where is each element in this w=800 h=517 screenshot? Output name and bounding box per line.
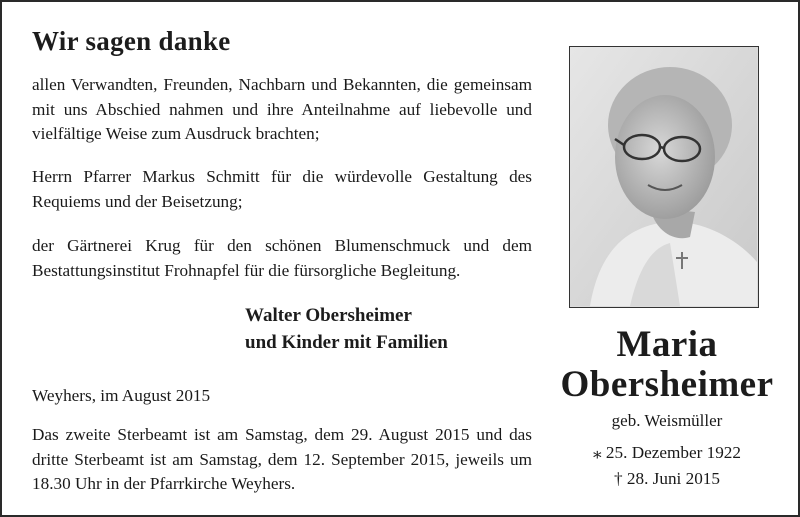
portrait-photo <box>569 46 759 308</box>
deceased-born-name: geb. Weismüller <box>611 411 723 430</box>
thanks-paragraph-priest: Herrn Pfarrer Markus Schmitt für die würdevolle Gestaltung des Requiems und der Beisetzung; <box>32 167 532 211</box>
place-date: Weyhers, im August 2015 <box>32 386 211 405</box>
deceased-last-name: Obersheimer <box>560 364 774 405</box>
deceased-first-name: Maria <box>616 324 718 365</box>
thanks-paragraph-relatives: allen Verwandten, Freunden, Nachbarn und Bekannten, die gemeinsam mit uns Abschied nahmen und ihre Anteilnahme auf liebevolle und vielfältige Weise zum Ausdruck brachten; <box>32 75 532 143</box>
service-note: Das zweite Sterbeamt ist am Samstag, dem 29. August 2015 und das dritte Sterbeamt ist am Samstag, dem 12. September 2015, jeweils um 18.30 Uhr in der Pfarrkirche Weyhers. <box>32 425 532 493</box>
death-date: † 28. Juni 2015 <box>614 469 720 488</box>
signatory-line-2: und Kinder mit Familien <box>245 332 448 353</box>
birth-date: ⁎ 25. Dezember 1922 <box>593 443 741 462</box>
thanks-paragraph-florist: der Gärtnerei Krug für den schönen Blumenschmuck und dem Bestattungsinstitut Frohnapfel für die fürsorgliche Begleitung. <box>32 236 532 280</box>
thank-you-heading: Wir sagen danke <box>32 26 231 56</box>
signatory-line-1: Walter Obersheimer <box>245 305 412 326</box>
signatories <box>245 302 448 356</box>
